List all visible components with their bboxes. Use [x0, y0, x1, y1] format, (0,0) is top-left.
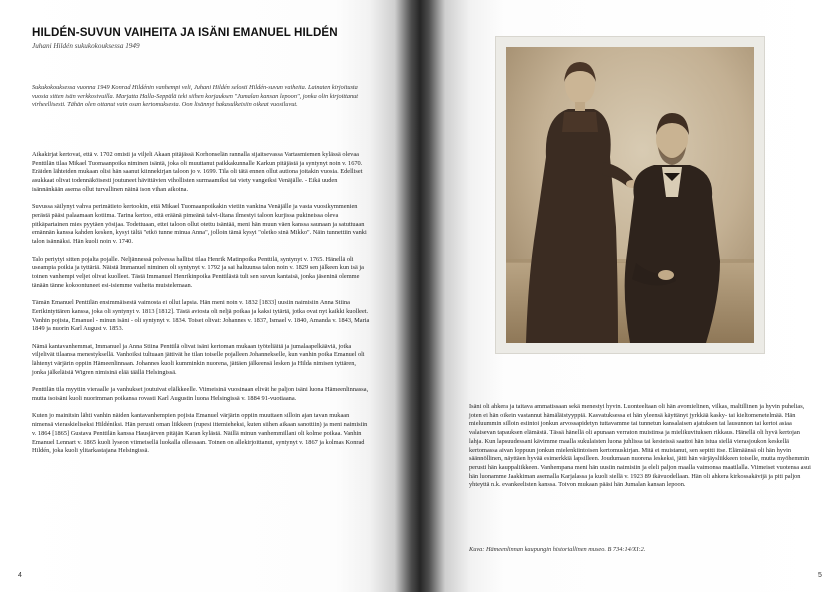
photo-frame: [496, 37, 764, 353]
body-text-left: [32, 151, 370, 465]
paragraph-4: Tämän Emanuel Penttilän ensimmäisestä vaimosta ei ollut lapsia. Hän meni noin v. 1832 [1833] uusiin naimisiin Anna Stiina Eerikintyttären kanssa, joka oli syntynyt v. 1813 [1812]. Tästä aviosta oli neljä poikaa ja kaksi tytärtä, jotka ovat nyt kaikki kuolleet. Vanhin pojista, Emanuel - minun isäni - oli syntynyt v. 1834. Toiset olivat: Johannes v. 1837, Ismael v. 1840, Amanda v. 1843, Maria 1849 ja nuorin Karl August v. 1853.: [32, 299, 370, 333]
paragraph-1: Aikakirjat kertovat, että v. 1702 omisti ja viljeli Akaan pitäjässä Korhonselän rannalla sijaitsevassa Vartasmiemen kylässä olevaa Penttilän tilaa Mikael Tuomaanpoika niminen isäntä, joka oli muuttanut paikkakunnalle Karkun pitäjästä ja syntynyt noin v. 1670. Eräiden lähteiden mukaan olisi hän saanut kiinnekirjan taloon jo v. 1699. Tila oli tätä ennen ollut autiona joitakin vuosia. Edelliset asukkaat olivat todennäköisesti joutuneet hävittävien vihollisten surmaamiksi tai viety vangeiksi Venäjälle. - Eikä uuden isännänkään asema ollut turvallinen näinä ison vihan aikoina.: [32, 151, 363, 193]
page-number-right: 5: [818, 572, 822, 579]
paragraph-6: Penttilän tila myytiin vieraalle ja vanhukset joutuivat elälkkeelle. Viimeisinä vuosinaan elivät he paljon isäni luona Hämeenlinnassa, mutta isoisäni kuoli nuorimman poikansa rovasti Karl Augustin luona Helsingissä v. 1884 91-vuotiaana.: [32, 386, 369, 402]
paragraph-2: Suvussa säilynyt vahva perimätieto kertookin, että Mikael Tuomaanpoikakin vietiin vankina Venäjälle ja vasta vuosikymmenien perästä pääsi palaamaan kotiima. Tarina kertoo, että eräänä pimeänä talvi-iltana ilmestyi taloon kurjissa pukineissa oleva pitkäpartainen mies pyytäen yösijaa. Todettuaan, ettei taloon ollut otettu isäntää, meni hän muun väen kanssa saunaan ja satuttuaan emännän kanssa kahden kesken, kysyi tältä "etkö tunne minua Anna", jolloin tämä kysyi "oletko sinä Mikko". Näin tunnettiin vanki talon isännäksi. Hän kuoli noin v. 1740.: [32, 203, 367, 246]
paragraph-7: Kuten jo mainitsin lähti vanhin näiden kantavanhempien pojista Emanuel värjärin oppiin muuttaen silloin ajan tavan mukaan nimensä vieraskieliseksi Hildéniksi. Hän perusti oman liikkeen (rupesi ittemieheksi, kuten siihen aikaan sanottiin) ja meni naimisiin v. 1864 [1865] Gustava Penttilän kanssa Hausjärven pitäjän Karan kylästä. Näillä minun vanhemmillani oli kolme poikaa. Vanhin Emanuel Lennart v. 1865 kuoli lyseon viimeisellä luokalla ollessaan. Toinen on allekirjoittanut, syntynyt v. 1867 ja kolmas Konrad Hildén, joka kuoli ylitarkastajana Helsingissä.: [32, 412, 368, 455]
photo-source: Kuva: Hämeenlinnan kaupungin historiallinen museo. B 734:14/XI:2.: [469, 546, 646, 553]
portrait-illustration: [506, 47, 754, 343]
paragraph-5: Nämä kantavanhemmat, Immanuel ja Anna Stiina Penttilä olivat isäni kertoman mukaan työteliäitä ja jumalaapelkääviä, jotka viljelivät tilaansa menestyksellä. Vanhoiksi tultuaan jättivät he tilan toiselle pojalleen Johannekselle, kun vanhin poika Emanuel oli lähtenyt värjärin oppiin Hämeenlinnaan. Johannes kuoli kumminkin nuorena, jättäen jälkeensä lesken ja Hilda nimisen tyttären, jonka jälkeläisiä Wigren nimisinä elää täällä Helsingissä.: [32, 342, 365, 376]
page-number-left: 4: [18, 572, 22, 579]
intro-paragraph: Sukukokouksessa vuonna 1949 Konrad Hildénin vanhempi veli, Juhani Hildén selosti Hildén-suvun vaiheita. Lainaten kirjoitusta vuosia sitten isän verkkosivuilla. Marjatta Halla-Seppälä teki siihen korjauksen "Jumalan kansan lepoon", jonka olin kirjoittanut virheellisesti. Tähän olen ottanut vain osan kertomuksesta. Oon lisännyt hakasulkeisiin oikeat vuosiluvut.: [32, 84, 359, 109]
page-title: HILDÉN-SUVUN VAIHEITA JA ISÄNI EMANUEL HILDÉN: [32, 26, 338, 39]
portrait-photo: [506, 47, 754, 343]
body-text-right: Isäni oli ahkera ja taitava ammatissaan sekä menestyi hyvin. Luonteeltaan oli hän avomielinen, vilkas, maltillinen ja hyvin puhelias, joten ei hän oikein vastannut hämäläistyyppiä. Kasvatuksessa ei hän yleensä käyttänyt jyrkkää kasky- tai kieltomenetelmää. Hän mieluummin silloin esiintoi jonkun arvossapidetyn tuttavamme tai tunnetun kansalaisen ajatuksen tai lausunnon tai kertoi asiaa valaisevan tapauksen elämästä. Tässä hänellä oli apunaan verraton muistinsa ja mielikuvituksen rikkaus. Hänellä oli hyvä kertojan lahja. Kun lapsuudessani kävimme maalla sukulaisten luona juhlissa tai kesteissä saattoi hän istua siellä vierasjoukon keskellä kertomassa aivan loppuun jonkun mielenkiintoisen kertomuskirjan. Mitä ei muistanut, sen sepitti itse. Elämäänsä oli hän hyvin säännöllinen, näyttäen hyvää esimerkkiä lapsilleen. Joudumaan nuorena leskeksi, jätti hän värjäysliikkeen toiselle, mutta myöhemmin perusti hän kauppaliikkeen. Vanhempana meni hän uusiin naimisiin ja eleli paljon maalla vaimonsa maatilalla. Viimeiset vuotensa asui hän luonamme Jaakkiman asemalla Karjalassa ja kuoli siellä v. 1923 89 ikävuodellaan. Hän oli ahkera kirkossakävijä ja piti paljon yhteyttä n.k. evankeelisten kanssa. Toivon mukaan pääsi hän Jumalan kansan lepoon.: [469, 403, 811, 489]
paragraph-3: Talo periytyi sitten pojalta pojalle. Neljännessä polvessa hallitsi tilaa Henrik Matinpoika Penttilä, syntynyt v. 1765. Hänellä oli useampia poikia ja tyttäriä. Näistä Immanuel niminen oli syntynyt v. 1792 ja sai haltuunsa talon noin v. 1829 sen jälkeen kun isä ja toinen vanhempi veljet olivat kuolleet. Tästä Immanuel Henrikinpoika Penttilästä tuli sen suvun kantaisä, jonka jäseninä olemme tänään tänne kokoontuneet esi-isiemme vaiheita muistelemaan.: [32, 255, 364, 289]
right-page: [440, 0, 840, 592]
page-subtitle: Juhani Hildén sukukokouksessa 1949: [32, 42, 140, 50]
left-page: [0, 0, 400, 592]
